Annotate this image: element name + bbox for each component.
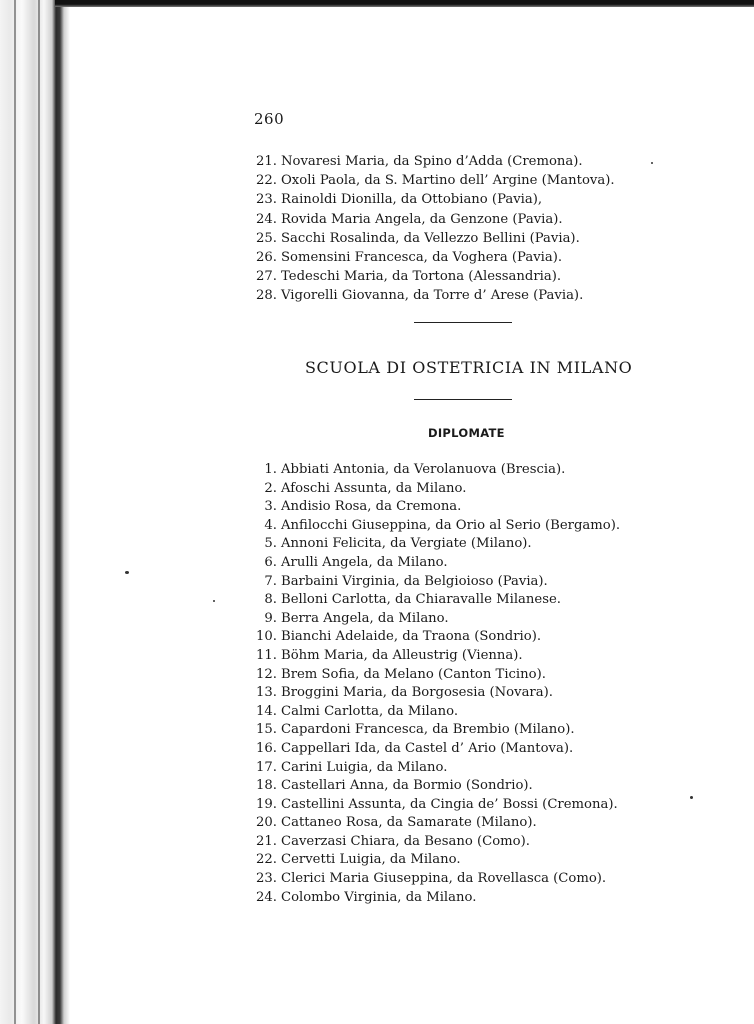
list-item: [245, 210, 615, 229]
previous-list: [245, 152, 615, 306]
item-text: Cattaneo Rosa, da Samarate (Milano).: [281, 815, 537, 831]
item-number: 23.: [256, 192, 277, 208]
diplomate-list: [245, 461, 620, 907]
spine-edge-line: [38, 0, 40, 1024]
item-text: Berra Angela, da Milano.: [281, 610, 449, 626]
divider-rule: [414, 399, 512, 400]
item-number: 8.: [264, 592, 277, 608]
item-text: Colombo Virginia, da Milano.: [281, 889, 477, 905]
item-number: 14.: [256, 703, 277, 719]
item-number: 11.: [256, 647, 277, 663]
list-item: [245, 517, 620, 536]
item-number: 12.: [256, 666, 277, 682]
item-text: Böhm Maria, da Alleustrig (Vienna).: [281, 647, 523, 663]
item-text: Castellari Anna, da Bormio (Sondrio).: [281, 778, 533, 794]
item-number: 1.: [264, 462, 277, 477]
item-number: 26.: [256, 249, 277, 265]
list-item: [245, 267, 615, 286]
item-text: Calmi Carlotta, da Milano.: [281, 703, 459, 719]
section-title: SCUOLA DI OSTETRICIA IN MILANO: [305, 358, 633, 377]
item-number: 16.: [256, 740, 277, 756]
item-number: 13.: [256, 685, 277, 701]
list-item: [245, 535, 620, 554]
item-text: Belloni Carlotta, da Chiaravalle Milanese.: [281, 592, 561, 608]
list-item: [245, 833, 620, 852]
print-speck: [213, 600, 215, 602]
item-text: Barbaini Virginia, da Belgioioso (Pavia).: [281, 573, 548, 589]
list-item: [245, 796, 620, 815]
item-text: Rovida Maria Angela, da Genzone (Pavia).: [281, 211, 563, 227]
item-number: 21.: [256, 833, 277, 849]
item-text: Anfilocchi Giuseppina, da Orio al Serio (Bergamo).: [281, 517, 621, 533]
list-item: [245, 190, 615, 209]
item-text: Annoni Felicita, da Vergiate (Milano).: [281, 536, 532, 552]
list-item: [245, 759, 620, 778]
item-text: Bianchi Adelaide, da Traona (Sondrio).: [281, 629, 542, 645]
list-item: [245, 628, 620, 647]
item-number: 22.: [256, 173, 277, 189]
list-item: [245, 870, 620, 889]
item-number: 10.: [256, 629, 277, 645]
spine-edge-line: [14, 0, 16, 1024]
list-item: [245, 703, 620, 722]
item-number: 27.: [256, 269, 277, 285]
list-item: [245, 554, 620, 573]
list-item: [245, 171, 615, 190]
item-text: Arulli Angela, da Milano.: [281, 554, 448, 570]
item-number: 4.: [264, 517, 277, 533]
item-number: 23.: [256, 871, 277, 887]
item-number: 9.: [264, 610, 277, 626]
list-item: [245, 814, 620, 833]
item-number: 7.: [264, 573, 277, 589]
item-number: 28.: [256, 288, 277, 304]
list-item: [245, 851, 620, 870]
item-number: 3.: [264, 499, 277, 515]
item-number: 20.: [256, 815, 277, 831]
item-text: Tedeschi Maria, da Tortona (Alessandria).: [281, 269, 562, 285]
item-text: Rainoldi Dionilla, da Ottobiano (Pavia),: [281, 192, 543, 208]
item-text: Abbiati Antonia, da Verolanuova (Brescia).: [281, 462, 566, 477]
list-item: [245, 740, 620, 759]
item-text: Vigorelli Giovanna, da Torre d’ Arese (Pavia).: [281, 288, 584, 304]
list-item: [245, 721, 620, 740]
subsection-title: DIPLOMATE: [428, 426, 505, 440]
item-text: Broggini Maria, da Borgosesia (Novara).: [281, 685, 553, 701]
divider-rule: [414, 322, 512, 323]
list-item: [245, 647, 620, 666]
list-item: [245, 591, 620, 610]
item-number: 17.: [256, 759, 277, 775]
item-number: 22.: [256, 852, 277, 868]
list-item: [245, 461, 620, 480]
item-text: Novaresi Maria, da Spino d’Adda (Cremona).: [281, 154, 583, 169]
page-top-edge: [55, 0, 754, 7]
list-item: [245, 889, 620, 908]
item-text: Andisio Rosa, da Cremona.: [281, 499, 462, 515]
print-speck: [690, 796, 693, 799]
item-number: 19.: [256, 796, 277, 812]
item-text: Cervetti Luigia, da Milano.: [281, 852, 461, 868]
list-item: [245, 248, 615, 267]
item-text: Cappellari Ida, da Castel d’ Ario (Mantova).: [281, 740, 574, 756]
item-number: 18.: [256, 778, 277, 794]
item-text: Capardoni Francesca, da Brembio (Milano).: [281, 722, 575, 738]
list-item: [245, 286, 615, 305]
item-number: 2.: [264, 480, 277, 496]
list-item: [245, 152, 615, 171]
list-item: [245, 573, 620, 592]
item-text: Brem Sofia, da Melano (Canton Ticino).: [281, 666, 546, 682]
print-speck: [651, 162, 653, 164]
item-number: 6.: [264, 554, 277, 570]
item-number: 21.: [256, 154, 277, 169]
item-text: Clerici Maria Giuseppina, da Rovellasca (Como).: [281, 871, 607, 887]
list-item: [245, 229, 615, 248]
list-item: [245, 610, 620, 629]
item-text: Castellini Assunta, da Cingia de’ Bossi (Cremona).: [281, 796, 618, 812]
item-text: Caverzasi Chiara, da Besano (Como).: [281, 833, 530, 849]
item-text: Afoschi Assunta, da Milano.: [281, 480, 467, 496]
item-text: Somensini Francesca, da Voghera (Pavia).: [281, 249, 563, 265]
item-number: 24.: [256, 211, 277, 227]
item-number: 15.: [256, 722, 277, 738]
list-item: [245, 498, 620, 517]
list-item: [245, 666, 620, 685]
list-item: [245, 480, 620, 499]
list-item: [245, 777, 620, 796]
item-number: 24.: [256, 889, 277, 905]
list-item: [245, 684, 620, 703]
print-speck: [125, 571, 129, 574]
item-text: Sacchi Rosalinda, da Vellezzo Bellini (Pavia).: [281, 230, 580, 246]
item-text: Oxoli Paola, da S. Martino dell’ Argine (Mantova).: [281, 173, 615, 189]
item-number: 5.: [264, 536, 277, 552]
page-number: 260: [254, 110, 285, 128]
item-text: Carini Luigia, da Milano.: [281, 759, 448, 775]
book-spine-shadow: [0, 0, 70, 1024]
item-number: 25.: [256, 230, 277, 246]
